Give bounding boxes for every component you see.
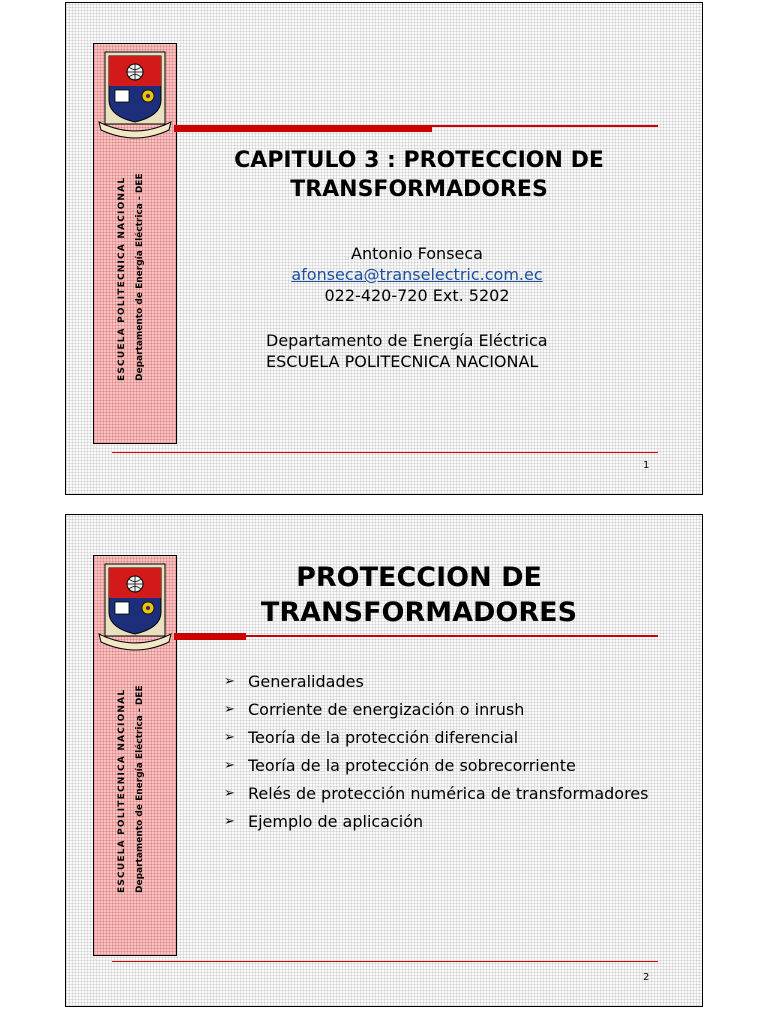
phone-number: 022-420-720 Ext. 5202 [324,286,510,305]
sidebar-school-name: ESCUELA POLITECNICA NACIONAL [117,176,127,381]
slide-title-line2: TRANSFORMADORES [260,597,578,628]
department-block [266,330,646,372]
arrow-bullet-icon: ➢ [224,814,235,829]
bullet-text: Teoría de la protección diferencial [248,728,519,747]
arrow-bullet-icon: ➢ [224,758,235,773]
bullet-list [224,668,664,836]
list-item [224,780,664,808]
author-name: Antonio Fonseca [351,244,483,263]
arrow-bullet-icon: ➢ [224,730,235,745]
arrow-bullet-icon: ➢ [224,702,235,717]
list-item [224,724,664,752]
bullet-text: Teoría de la protección de sobrecorriente [248,756,576,775]
list-item [224,752,664,780]
footer-rule [112,961,658,962]
sidebar-department: Departamento de Energía Eléctrica - DEE [135,685,145,893]
title-rule-thin [246,635,658,637]
school-name: ESCUELA POLITECNICA NACIONAL [266,352,539,371]
department-name: Departamento de Energía Eléctrica [266,331,548,350]
arrow-bullet-icon: ➢ [224,786,235,801]
arrow-bullet-icon: ➢ [224,674,235,689]
footer-rule [112,452,658,453]
list-item [224,668,664,696]
list-item [224,808,664,836]
sidebar-text [113,101,153,381]
title-rule-thin [432,125,658,127]
sidebar-text [113,613,153,893]
bullet-text: Generalidades [248,672,364,691]
title-rule-thick [174,125,432,132]
slide-1 [65,2,703,495]
sidebar-school-name: ESCUELA POLITECNICA NACIONAL [117,688,127,893]
slide-title-line1: CAPITULO 3 : PROTECCION DE [234,148,604,173]
bullet-text: Corriente de energización o inrush [248,700,525,719]
contact-block [196,243,638,306]
bullet-text: Ejemplo de aplicación [248,812,424,831]
slide-title-line2: TRANSFORMADORES [290,177,548,202]
slide-title-line1: PROTECCION DE [296,562,542,593]
page-number: 1 [643,460,650,471]
bullet-text: Relés de protección numérica de transformadores [248,784,649,803]
slide-title [184,146,654,204]
sidebar-department: Departamento de Energía Eléctrica - DEE [135,173,145,381]
email-link[interactable]: afonseca@transelectric.com.ec [291,265,543,284]
page-number: 2 [643,972,650,983]
list-item [224,696,664,724]
slide-title [184,560,654,630]
title-rule-thick [174,633,246,640]
slide-2 [65,514,703,1007]
